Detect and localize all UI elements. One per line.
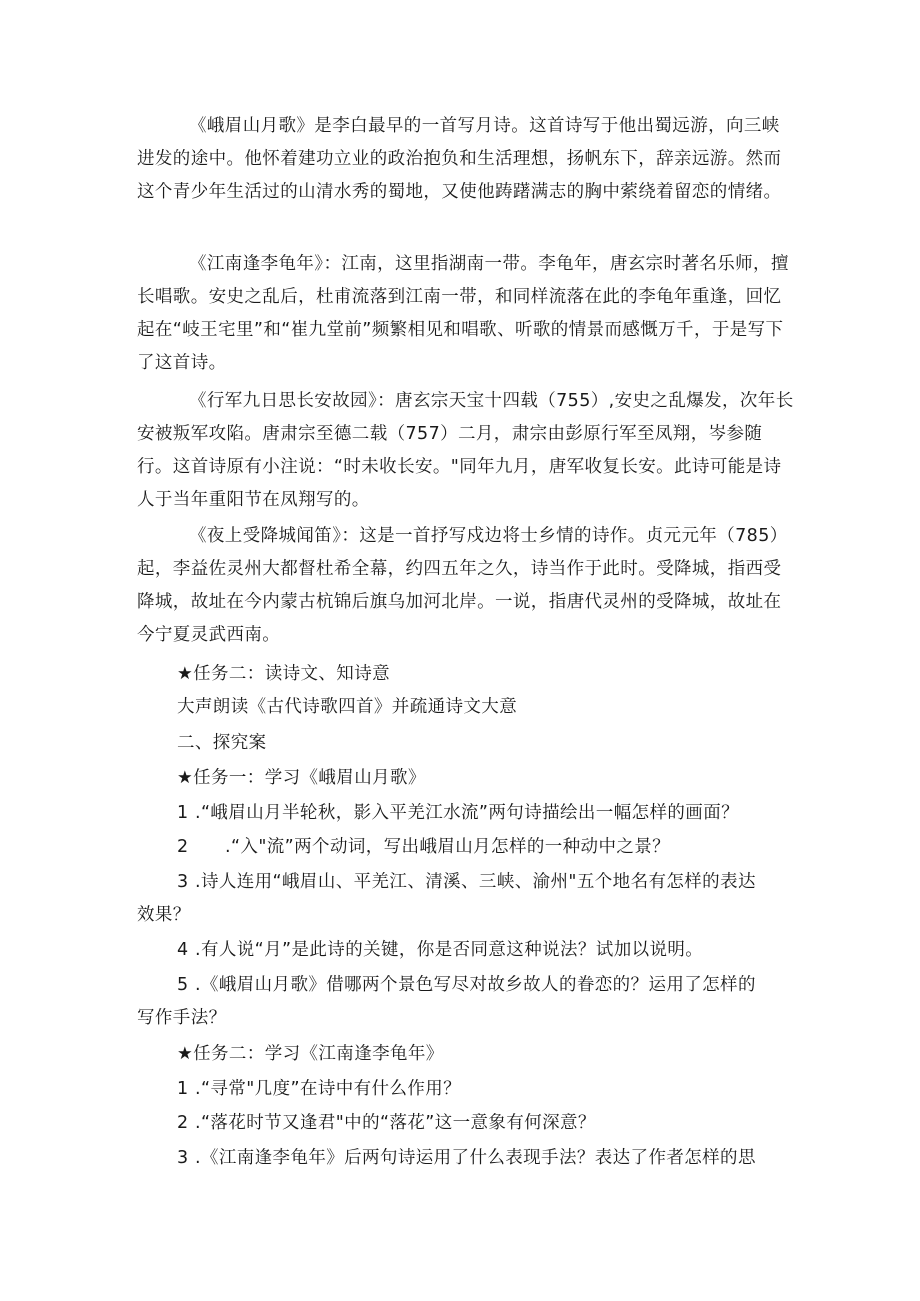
task1-question-3-continuation: 效果？ — [137, 905, 191, 925]
question-number: 1 — [177, 803, 189, 823]
task1-question-5-continuation: 写作手法？ — [137, 1008, 227, 1028]
task1-question-1 — [177, 797, 807, 830]
question-text: .“寻常"几度”在诗中有什么作用？ — [195, 1079, 462, 1099]
question-text: .“入"流”两个动词，写出峨眉山月怎样的一种动中之景？ — [225, 837, 671, 857]
intro-paragraph-4: 《夜上受降城闻笛》：这是一首抒写戍边将士乡情的诗作。贞元元年（785）起，李益佐灵州大都督杜希全幕，约四五年之久，诗当作于此时。受降城，指西受降城，故址在今内蒙古杭锦后旗乌加河北岸。一说，指唐代灵州的受降城，故址在今宁夏灵武西南。 — [137, 526, 788, 645]
task2-question-2 — [177, 1107, 807, 1140]
task2-question-1 — [177, 1073, 807, 1106]
task1-question-5 — [177, 969, 807, 1002]
intro-paragraph-2: 《江南逢李龟年》：江南，这里指湖南一带。李龟年，唐玄宗时著名乐师，擅长唱歌。安史之乱后，杜甫流落到江南一带，和同样流落在此的李龟年重逢，回忆起在“岐王宅里”和“崔九堂前”频繁相见和唱歌、听歌的情景而感慨万千，于是写下了这首诗。 — [137, 254, 789, 373]
section-title-explore: 二、探究案 — [177, 733, 267, 753]
task2-reading-heading: ★任务二：读诗文、知诗意 — [177, 664, 390, 684]
question-number: 4 — [177, 940, 189, 960]
task1-question-2 — [177, 831, 807, 864]
question-number: 5 — [177, 975, 189, 995]
question-number: 2 — [177, 1113, 189, 1133]
question-number: 3 — [177, 1148, 189, 1168]
question-text: .“峨眉山月半轮秋，影入平羌江水流”两句诗描绘出一幅怎样的画面？ — [195, 803, 739, 823]
question-text: .《江南逢李龟年》后两句诗运用了什么表现手法？表达了作者怎样的思 — [195, 1148, 756, 1168]
question-text: .《峨眉山月歌》借哪两个景色写尽对故乡故人的眷恋的？运用了怎样的 — [195, 975, 756, 995]
task1-question-4 — [177, 934, 807, 967]
intro-paragraph-1: 《峨眉山月歌》是李白最早的一首写月诗。这首诗写于他出蜀远游，向三峡进发的途中。他怀着建功立业的政治抱负和生活理想，扬帆东下，辞亲远游。然而这个青少年生活过的山清水秀的蜀地，又使他踌躇满志的胸中萦绕着留恋的情绪。 — [137, 116, 782, 202]
question-number: 1 — [177, 1079, 189, 1099]
question-text: .“落花时节又逢君"中的“落花”这一意象有何深意？ — [195, 1113, 596, 1133]
question-text: .有人说“月”是此诗的关键，你是否同意这种说法？试加以说明。 — [195, 940, 704, 960]
task1-question-3 — [177, 866, 807, 899]
task2-question-3 — [177, 1142, 807, 1175]
question-number: 2 — [177, 837, 189, 857]
task1-heading: ★任务一：学习《峨眉山月歌》 — [177, 768, 426, 788]
intro-paragraph-3: 《行军九日思长安故园》：唐玄宗天宝十四载（755）,安史之乱爆发，次年长安被叛军攻陷。唐肃宗至德二载（757）二月，肃宗由彭原行军至凤翔，岑参随行。这首诗原有小注说：“时未收长安。"同年九月，唐军收复长安。此诗可能是诗人于当年重阳节在凤翔写的。 — [137, 391, 794, 510]
question-text: .诗人连用“峨眉山、平羌江、清溪、三峡、渝州"五个地名有怎样的表达 — [195, 872, 756, 892]
task2-reading-instruction: 大声朗读《古代诗歌四首》并疏通诗文大意 — [177, 697, 518, 717]
task2-heading: ★任务二：学习《江南逢李龟年》 — [177, 1044, 444, 1064]
question-number: 3 — [177, 872, 189, 892]
